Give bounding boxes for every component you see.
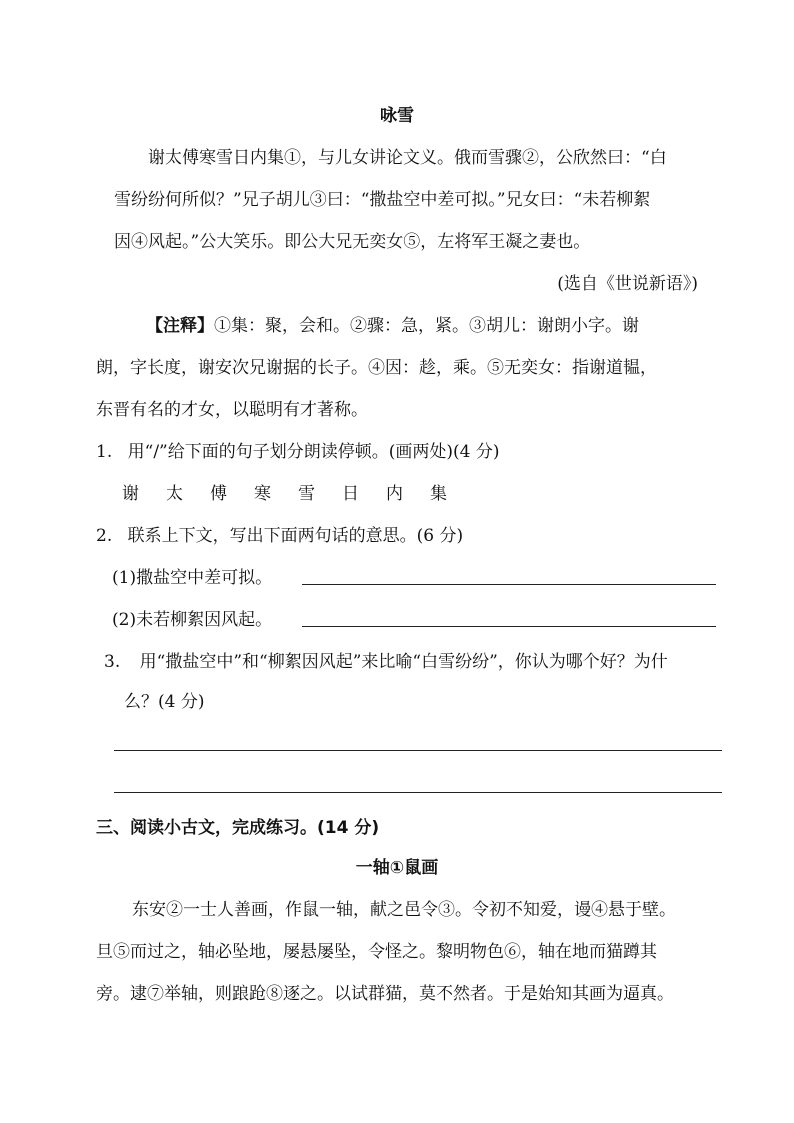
- section3-title: 一轴①鼠画: [355, 858, 439, 878]
- q3-answer-line-1[interactable]: [114, 750, 722, 751]
- poem-title: 咏雪: [380, 106, 414, 126]
- poem-line-1: 谢太傅寒雪日内集①，与儿女讲论文义。俄而雪骤②，公欣然曰：“白: [148, 148, 667, 168]
- poem-line-2: 雪纷纷何所似？”兄子胡儿③曰：“撒盐空中差可拟。”兄女曰：“未若柳絮: [114, 190, 651, 210]
- q1-sentence[interactable]: [122, 482, 474, 506]
- poem-source: (选自《世说新语》): [557, 274, 698, 294]
- q2-sub1-answer-line[interactable]: [302, 584, 716, 585]
- q1-char-2: 太: [166, 484, 183, 504]
- section3-heading: 三、阅读小古文，完成练习。(14 分): [96, 818, 380, 838]
- q1-number: 1.: [96, 442, 113, 462]
- q3-text-1: 用“撒盐空中”和“柳絮因风起”来比喻“白雪纷纷”，你认为哪个好？为什: [139, 652, 668, 672]
- q2: [96, 524, 463, 548]
- q1: [96, 440, 500, 464]
- q2-number: 2.: [96, 526, 113, 546]
- q3-number: 3.: [104, 652, 121, 672]
- q1-char-3: 傅: [210, 484, 227, 504]
- q2-text: 联系上下文，写出下面两句话的意思。(6 分): [127, 526, 464, 546]
- q3-line-2: 么？(4 分): [124, 692, 205, 712]
- q2-sub2-answer-line[interactable]: [302, 626, 716, 627]
- q1-char-8: 集: [430, 484, 447, 504]
- q1-char-7: 内: [386, 484, 403, 504]
- notes-line-2: 朗，字长度，谢安次兄谢据的长子。④因：趁，乘。⑤无奕女：指谢道韫，: [96, 358, 657, 378]
- section3-line-1: 东安②一士人善画，作鼠一轴，献之邑令③。令初不知爱，谩④悬于壁。: [132, 900, 676, 920]
- notes-label: 【注释】: [146, 316, 214, 336]
- notes-line-1: [146, 314, 639, 338]
- q2-sub1: (1)撒盐空中差可拟。: [112, 568, 273, 588]
- q1-char-6: 日: [342, 484, 359, 504]
- q1-char-5: 雪: [298, 484, 315, 504]
- q3-answer-line-2[interactable]: [114, 792, 722, 793]
- notes-text-1: ①集：聚，会和。②骤：急，紧。③胡儿：谢朗小字。谢: [214, 316, 639, 336]
- poem-line-3: 因④风起。”公大笑乐。即公大兄无奕女⑤，左将军王凝之妻也。: [114, 232, 591, 252]
- q1-char-1: 谢: [122, 484, 139, 504]
- q2-sub2: (2)未若柳絮因风起。: [112, 610, 273, 630]
- q1-char-4: 寒: [254, 484, 271, 504]
- notes-line-3: 东晋有名的才女，以聪明有才著称。: [96, 400, 368, 420]
- q1-text: 用“/”给下面的句子划分朗读停顿。(画两处)(4 分): [127, 442, 500, 462]
- section3-line-2: 旦⑤而过之，轴必坠地，屡悬屡坠，令怪之。黎明物色⑥，轴在地而猫蹲其: [96, 942, 657, 962]
- q3-line-1: [104, 650, 668, 674]
- section3-line-3: 旁。逮⑦举轴，则踉跄⑧逐之。以试群猫，莫不然者。于是始知其画为逼真。: [96, 984, 674, 1004]
